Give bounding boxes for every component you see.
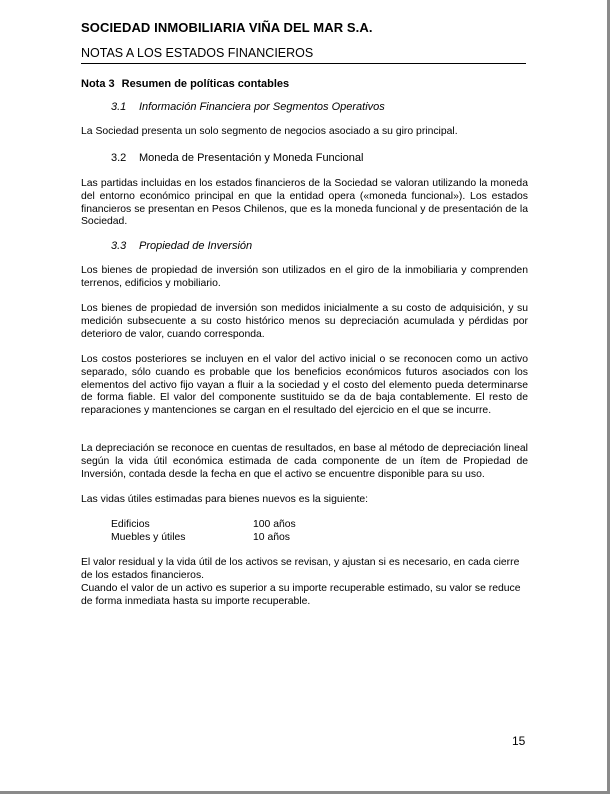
document-subtitle: NOTAS A LOS ESTADOS FINANCIEROS [81,46,314,60]
section-title: Moneda de Presentación y Moneda Funcional [139,152,364,164]
note-title: Resumen de políticas contables [121,78,290,90]
section-number: 3.3 [111,240,127,252]
note-number: Nota 3 [81,78,115,90]
section-number: 3.2 [111,152,127,164]
section-heading-3-1 [111,101,385,113]
paragraph: La depreciación se reconoce en cuentas de resultados, en base al método de depreciación lineal según la vida útil económica estimada de cada componente de un ítem de Propiedad de Inversión, contada desde la fecha en que el activo se encuentre disponible para su uso. [81,443,528,480]
section-title: Información Financiera por Segmentos Operativos [139,101,385,113]
header-rule [81,63,526,64]
page-number: 15 [512,734,526,748]
company-name: SOCIEDAD INMOBILIARIA VIÑA DEL MAR S.A. [81,20,373,35]
useful-life-item: Muebles y útiles [111,532,186,543]
note-heading [81,78,289,90]
paragraph: Cuando el valor de un activo es superior a su importe recuperable estimado, su valor se reduce de forma inmediata hasta su importe recuperable. [81,583,521,607]
section-title: Propiedad de Inversión [139,240,253,252]
section-heading-3-3 [111,240,252,252]
useful-life-item: Edificios [111,519,150,530]
useful-life-years: 10 años [253,532,290,543]
paragraph: Los costos posteriores se incluyen en el valor del activo inicial o se reconocen como un activo separado, sólo cuando es probable que los beneficios económicos futuros asociados con los elementos del activo fijo vayan a fluir a la sociedad y el costo del elemento pueda determinarse de forma fiable. El valor del componente sustituido se da de baja contablemente. El resto de reparaciones y mantenciones se cargan en el resultado del ejercicio en el que se incurre. [81,354,528,417]
paragraph: Las vidas útiles estimadas para bienes nuevos es la siguiente: [81,494,369,505]
paragraph: Los bienes de propiedad de inversión son medidos inicialmente a su costo de adquisición, y su medición subsecuente a su costo histórico menos su depreciación acumulada y pérdidas por deterioro de valor, cuando corresponda. [81,303,528,340]
section-heading-3-2 [111,152,363,164]
paragraph: El valor residual y la vida útil de los activos se revisan, y ajustan si es necesario, en cada cierre de los estados financieros. [81,557,520,581]
useful-life-years: 100 años [253,519,296,530]
paragraph: La Sociedad presenta un solo segmento de negocios asociado a su giro principal. [81,126,458,137]
paragraph: Los bienes de propiedad de inversión son utilizados en el giro de la inmobiliaria y comprenden terrenos, edificios y mobiliario. [81,265,528,289]
paragraph: Las partidas incluidas en los estados financieros de la Sociedad se valoran utilizando la moneda del entorno económico principal en que la entidad opera («moneda funcional»). Los estados financieros se presentan en Pesos Chilenos, que es la moneda funcional y de presentación de la Sociedad. [81,178,528,228]
section-number: 3.1 [111,101,127,113]
